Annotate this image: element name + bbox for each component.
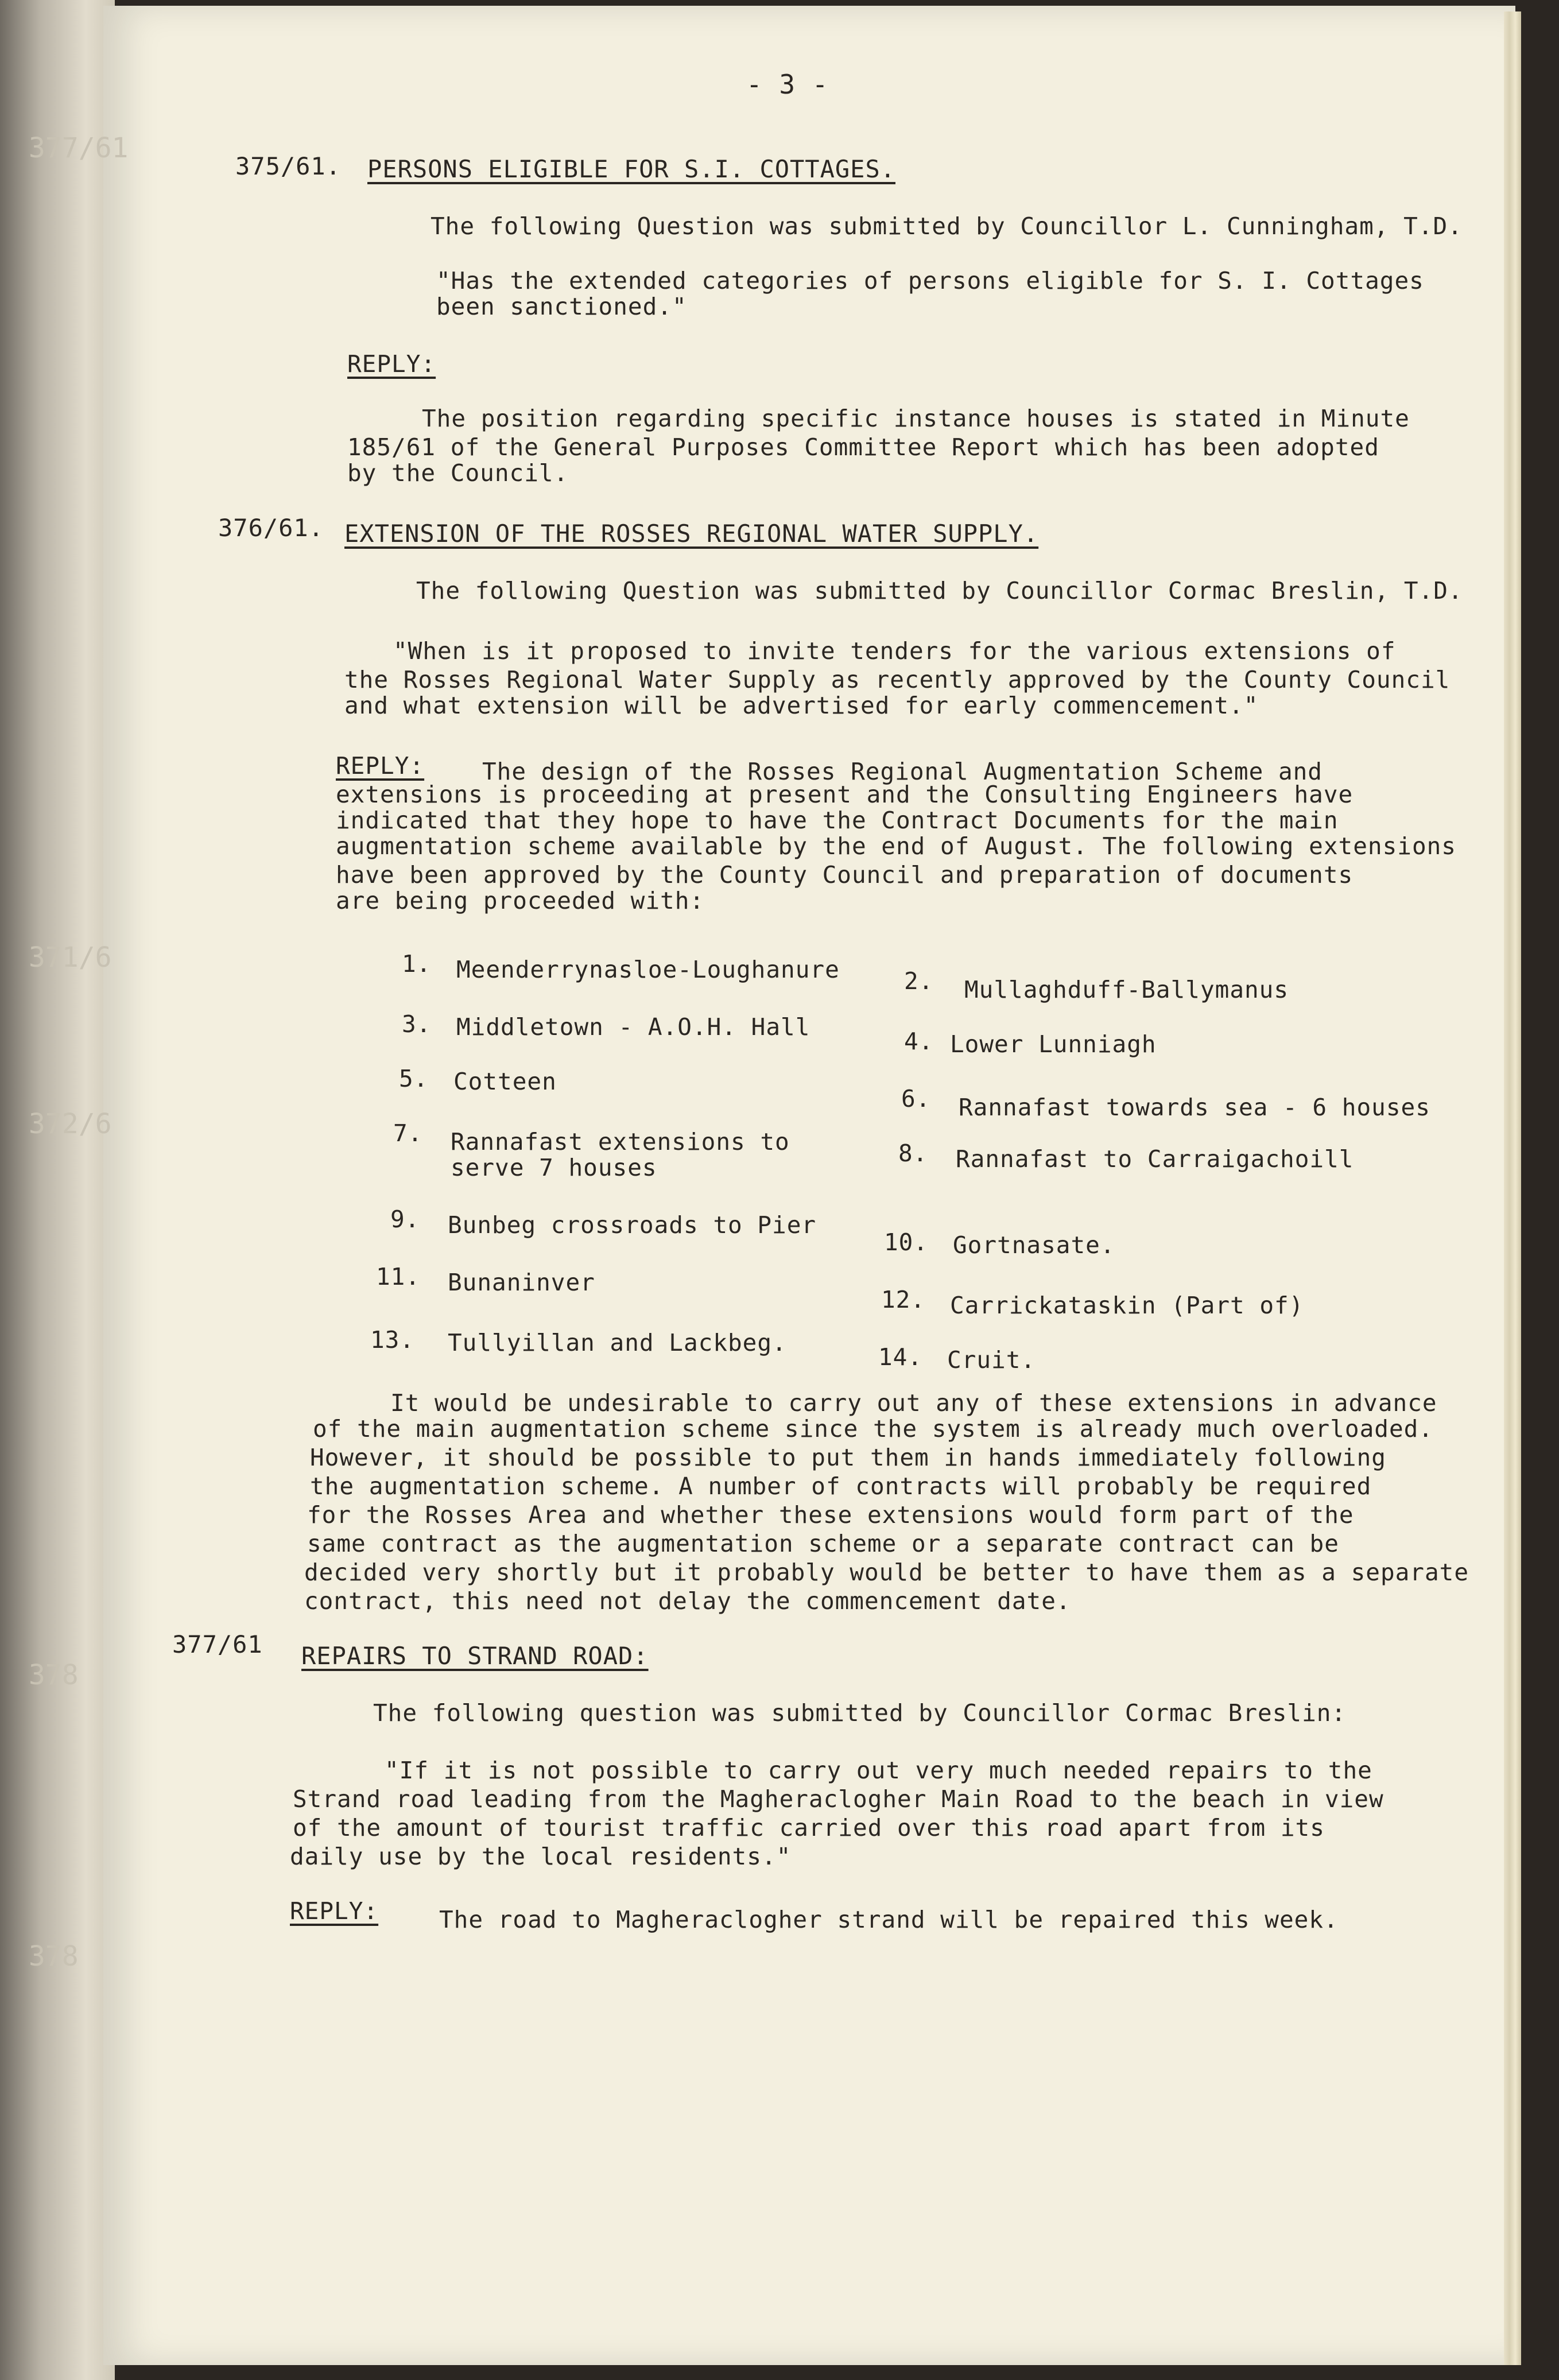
- closing-line: the augmentation scheme. A number of contracts will probably be required: [310, 1472, 1372, 1500]
- reply-line: 185/61 of the General Purposes Committee Report which has been adopted: [347, 433, 1379, 461]
- item-title: EXTENSION OF THE ROSSES REGIONAL WATER SUPPLY.: [344, 520, 1039, 548]
- list-item: Mullaghduff-Ballymanus: [964, 976, 1289, 1003]
- question-line: been sanctioned.": [436, 293, 687, 320]
- closing-line: same contract as the augmentation scheme or a separate contract can be: [307, 1530, 1339, 1557]
- closing-line: of the main augmentation scheme since the system is already much overloaded.: [313, 1415, 1433, 1443]
- list-item: Rannafast extensions to: [451, 1128, 790, 1156]
- reply-line: indicated that they hope to have the Contract Documents for the main: [336, 807, 1339, 834]
- list-item-number: 2.: [904, 967, 934, 995]
- list-item: serve 7 houses: [451, 1154, 657, 1181]
- margin-mark: 378: [29, 1940, 79, 1972]
- list-item: Rannafast to Carraigachoill: [956, 1145, 1354, 1173]
- list-item: Meenderrynasloe-Loughanure: [456, 956, 840, 983]
- margin-mark: 372/6: [29, 1108, 112, 1140]
- item-number: 376/61.: [218, 514, 324, 542]
- reply-line: The position regarding specific instance houses is stated in Minute: [422, 405, 1410, 432]
- list-item-number: 14.: [878, 1343, 923, 1371]
- margin-mark: 378: [29, 1659, 79, 1691]
- reply-line: augmentation scheme available by the end of August. The following extensions: [336, 832, 1456, 860]
- question-line: of the amount of tourist traffic carried over this road apart from its: [293, 1814, 1325, 1842]
- item-title: PERSONS ELIGIBLE FOR S.I. COTTAGES.: [367, 155, 896, 183]
- item-intro: The following question was submitted by Councillor Cormac Breslin:: [373, 1699, 1347, 1727]
- item-number: 375/61.: [235, 152, 342, 180]
- reply-label: REPLY:: [347, 350, 436, 378]
- list-item-number: 1.: [402, 950, 432, 978]
- list-item: Lower Lunniagh: [950, 1030, 1157, 1058]
- reply-label: REPLY:: [290, 1897, 379, 1925]
- margin-mark: 371/6: [29, 941, 112, 974]
- list-item-number: 13.: [370, 1326, 415, 1354]
- list-item-number: 12.: [881, 1286, 926, 1313]
- list-item: Cotteen: [453, 1068, 557, 1095]
- list-item: Middletown - A.O.H. Hall: [456, 1013, 810, 1041]
- document-page: [103, 6, 1515, 2365]
- list-item: Gortnasate.: [953, 1231, 1115, 1259]
- list-item: Bunbeg crossroads to Pier: [448, 1211, 817, 1239]
- list-item-number: 3.: [402, 1010, 432, 1038]
- item-title: REPAIRS TO STRAND ROAD:: [301, 1642, 649, 1670]
- question-line: "Has the extended categories of persons eligible for S. I. Cottages: [436, 267, 1424, 294]
- question-line: Strand road leading from the Magheraclogher Main Road to the beach in view: [293, 1785, 1384, 1813]
- book-binding: [0, 0, 115, 2380]
- question-line: and what extension will be advertised for early commencement.": [344, 692, 1259, 719]
- reply-line: extensions is proceeding at present and the Consulting Engineers have: [336, 781, 1354, 808]
- page-stack-edge: [1504, 11, 1521, 2365]
- list-item-number: 7.: [393, 1119, 423, 1147]
- question-line: daily use by the local residents.": [290, 1843, 792, 1870]
- list-item-number: 6.: [901, 1085, 931, 1113]
- reply-line: by the Council.: [347, 459, 569, 487]
- list-item-number: 9.: [390, 1205, 420, 1233]
- reply-line: The design of the Rosses Regional Augmentation Scheme and: [482, 758, 1323, 785]
- list-item: Cruit.: [947, 1346, 1036, 1374]
- list-item: Bunaninver: [448, 1269, 595, 1296]
- page-number: - 3 -: [746, 69, 829, 100]
- margin-mark: 377/61: [29, 132, 129, 164]
- item-intro: The following Question was submitted by Councillor Cormac Breslin, T.D.: [416, 577, 1463, 604]
- list-item: Rannafast towards sea - 6 houses: [959, 1094, 1430, 1121]
- item-number: 377/61: [172, 1630, 263, 1658]
- closing-line: contract, this need not delay the commencement date.: [304, 1587, 1071, 1615]
- list-item-number: 4.: [904, 1028, 934, 1055]
- item-intro: The following Question was submitted by Councillor L. Cunningham, T.D.: [431, 212, 1463, 240]
- closing-line: However, it should be possible to put them in hands immediately following: [310, 1444, 1386, 1471]
- list-item-number: 5.: [399, 1065, 429, 1092]
- closing-line: decided very shortly but it probably would be better to have them as a separate: [304, 1559, 1469, 1586]
- list-item-number: 8.: [898, 1139, 928, 1167]
- reply-label: REPLY:: [336, 752, 425, 780]
- question-line: "When is it proposed to invite tenders for the various extensions of: [393, 637, 1396, 665]
- list-item-number: 10.: [884, 1228, 929, 1256]
- list-item: Carrickataskin (Part of): [950, 1292, 1304, 1319]
- question-line: the Rosses Regional Water Supply as recently approved by the County Council: [344, 666, 1451, 693]
- list-item-number: 11.: [376, 1263, 421, 1290]
- closing-line: for the Rosses Area and whether these extensions would form part of the: [307, 1501, 1354, 1529]
- list-item: Tullyillan and Lackbeg.: [448, 1329, 787, 1356]
- reply-line: have been approved by the County Council and preparation of documents: [336, 861, 1354, 889]
- closing-line: It would be undesirable to carry out any of these extensions in advance: [390, 1389, 1437, 1417]
- reply-line: are being proceeded with:: [336, 887, 705, 914]
- question-line: "If it is not possible to carry out very much needed repairs to the: [385, 1757, 1372, 1784]
- reply-line: The road to Magheraclogher strand will be repaired this week.: [439, 1906, 1339, 1933]
